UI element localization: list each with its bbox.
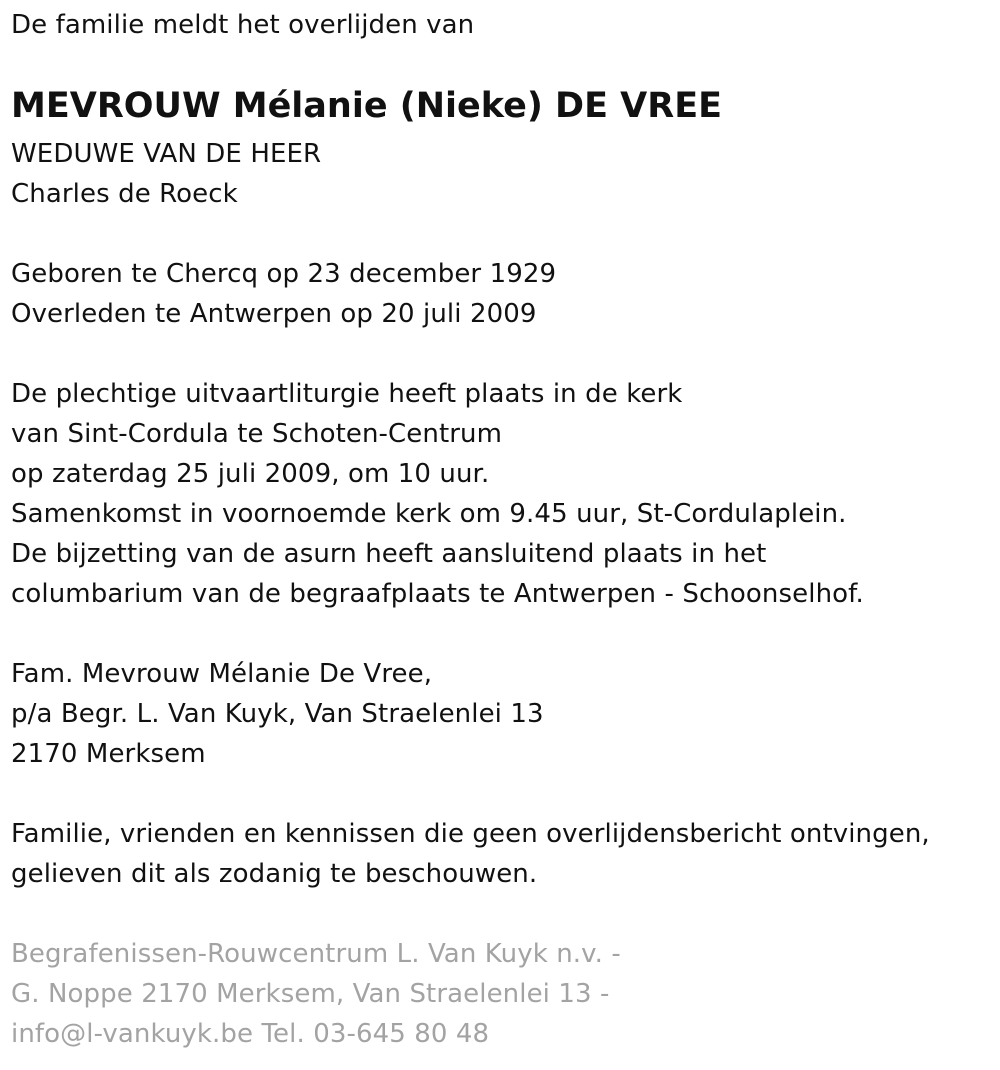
notice-block <box>11 814 930 894</box>
ceremony-line: De bijzetting van de asurn heeft aansluitend plaats in het <box>11 539 767 569</box>
footer-contact: info@l-vankuyk.be Tel. 03-645 80 48 <box>11 1019 490 1049</box>
ceremony-line: van Sint-Cordula te Schoten-Centrum <box>11 419 503 449</box>
family-address-block <box>11 654 544 774</box>
ceremony-line: op zaterdag 25 juli 2009, om 10 uur. <box>11 459 490 489</box>
ceremony-line: Samenkomst in voornoemde kerk om 9.45 uur, St-Cordulaplein. <box>11 499 847 529</box>
dates-block <box>11 254 556 334</box>
family-address-line: 2170 Merksem <box>11 739 206 769</box>
footer-line: G. Noppe 2170 Merksem, Van Straelenlei 13 - <box>11 979 610 1009</box>
spouse-block <box>11 134 321 214</box>
ceremony-line: De plechtige uitvaartliturgie heeft plaats in de kerk <box>11 379 683 409</box>
notice-line: gelieven dit als zodanig te beschouwen. <box>11 859 538 889</box>
ceremony-block <box>11 374 864 614</box>
footer-line: Begrafenissen-Rouwcentrum L. Van Kuyk n.v. - <box>11 939 621 969</box>
deceased-name: MEVROUW Mélanie (Nieke) DE VREE <box>11 86 723 126</box>
notice-line: Familie, vrienden en kennissen die geen overlijdensbericht ontvingen, <box>11 819 930 849</box>
spouse-relation: WEDUWE VAN DE HEER <box>11 139 322 169</box>
ceremony-line: columbarium van de begraafplaats te Antwerpen - Schoonselhof. <box>11 579 864 609</box>
funeral-home-footer <box>11 934 621 1054</box>
intro-text: De familie meldt het overlijden van <box>11 10 475 40</box>
family-address-line: Fam. Mevrouw Mélanie De Vree, <box>11 659 433 689</box>
spouse-name: Charles de Roeck <box>11 179 238 209</box>
family-address-line: p/a Begr. L. Van Kuyk, Van Straelenlei 13 <box>11 699 544 729</box>
death-date: Overleden te Antwerpen op 20 juli 2009 <box>11 299 537 329</box>
birth-date: Geboren te Chercq op 23 december 1929 <box>11 259 557 289</box>
